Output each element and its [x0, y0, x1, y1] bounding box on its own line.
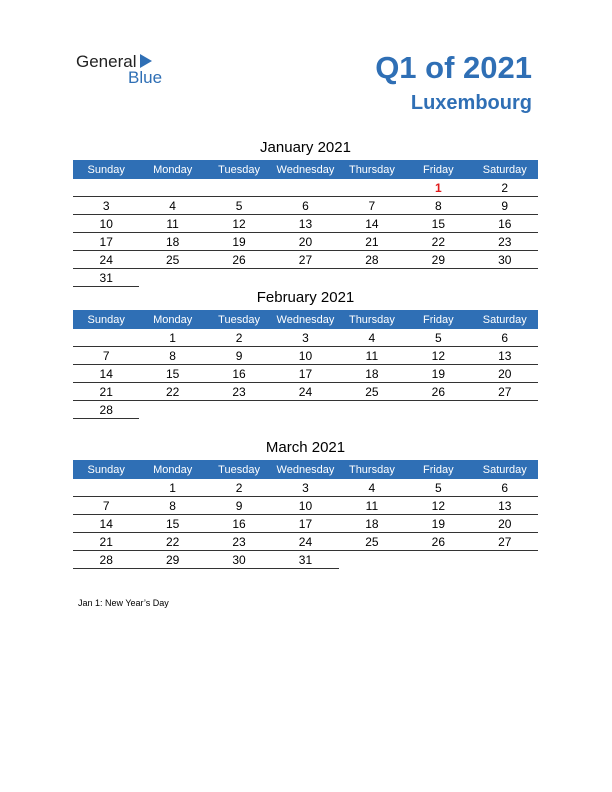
day-cell: 14 [73, 515, 139, 533]
day-cell: 15 [139, 365, 205, 383]
day-cell: 11 [339, 497, 405, 515]
day-cell: 22 [139, 533, 205, 551]
logo-flag-icon [140, 54, 152, 68]
day-cell: 28 [73, 401, 139, 419]
weekday-header: Monday [139, 460, 205, 479]
generalblue-logo [76, 52, 176, 92]
day-cell: 21 [73, 383, 139, 401]
day-cell [405, 269, 471, 287]
month-january [73, 138, 538, 287]
day-cell: 29 [139, 551, 205, 569]
day-cell: 19 [405, 365, 471, 383]
day-cell: 29 [405, 251, 471, 269]
weekday-header: Sunday [73, 460, 139, 479]
month-calendar-table [73, 160, 538, 287]
day-cell: 13 [472, 347, 538, 365]
day-cell: 25 [339, 533, 405, 551]
day-cell: 12 [206, 215, 272, 233]
day-cell: 10 [272, 497, 338, 515]
day-cell: 1 [405, 179, 471, 197]
weekday-header: Friday [405, 160, 471, 179]
day-cell: 15 [405, 215, 471, 233]
day-cell: 14 [339, 215, 405, 233]
day-cell: 19 [405, 515, 471, 533]
day-cell: 25 [339, 383, 405, 401]
day-cell: 1 [139, 479, 205, 497]
day-cell: 6 [472, 329, 538, 347]
day-cell: 16 [472, 215, 538, 233]
weekday-header: Sunday [73, 160, 139, 179]
day-cell: 10 [272, 347, 338, 365]
day-cell [139, 179, 205, 197]
day-cell [272, 179, 338, 197]
day-cell: 3 [73, 197, 139, 215]
day-cell [405, 401, 471, 419]
day-cell [139, 401, 205, 419]
weekday-header: Friday [405, 310, 471, 329]
day-cell: 24 [272, 533, 338, 551]
day-cell: 8 [139, 497, 205, 515]
day-cell [339, 269, 405, 287]
month-february [73, 288, 538, 419]
day-cell [73, 479, 139, 497]
weekday-header: Tuesday [206, 160, 272, 179]
day-cell: 13 [272, 215, 338, 233]
day-cell [272, 401, 338, 419]
month-calendar-table [73, 310, 538, 419]
day-cell [73, 329, 139, 347]
weekday-header: Monday [139, 310, 205, 329]
week-row [73, 533, 538, 551]
day-cell: 4 [339, 329, 405, 347]
day-cell [405, 551, 471, 569]
weekday-header-row [73, 460, 538, 479]
day-cell: 20 [472, 365, 538, 383]
day-cell [206, 269, 272, 287]
day-cell: 9 [206, 497, 272, 515]
day-cell: 3 [272, 329, 338, 347]
day-cell: 17 [272, 365, 338, 383]
holiday-list [78, 598, 169, 608]
week-row [73, 365, 538, 383]
day-cell: 28 [73, 551, 139, 569]
day-cell: 1 [139, 329, 205, 347]
day-cell: 23 [206, 383, 272, 401]
weekday-header: Saturday [472, 310, 538, 329]
day-cell: 18 [139, 233, 205, 251]
weekday-header: Wednesday [272, 310, 338, 329]
holiday-entry: Jan 1: New Year’s Day [78, 598, 169, 608]
day-cell: 31 [272, 551, 338, 569]
day-cell: 13 [472, 497, 538, 515]
day-cell [73, 179, 139, 197]
week-row [73, 269, 538, 287]
day-cell [472, 269, 538, 287]
weekday-header: Tuesday [206, 310, 272, 329]
day-cell: 12 [405, 497, 471, 515]
logo-text-general: General [76, 52, 137, 71]
day-cell: 21 [339, 233, 405, 251]
quarter-title: Q1 of 2021 [375, 50, 532, 85]
week-row [73, 179, 538, 197]
week-row [73, 515, 538, 533]
weekday-header: Friday [405, 460, 471, 479]
day-cell: 12 [405, 347, 471, 365]
day-cell: 15 [139, 515, 205, 533]
day-cell: 10 [73, 215, 139, 233]
day-cell [472, 401, 538, 419]
day-cell [472, 551, 538, 569]
day-cell: 14 [73, 365, 139, 383]
weekday-header: Thursday [339, 310, 405, 329]
day-cell: 24 [272, 383, 338, 401]
day-cell: 4 [339, 479, 405, 497]
day-cell: 31 [73, 269, 139, 287]
day-cell: 3 [272, 479, 338, 497]
day-cell: 30 [472, 251, 538, 269]
weekday-header: Saturday [472, 460, 538, 479]
week-row [73, 383, 538, 401]
week-row [73, 401, 538, 419]
weekday-header: Monday [139, 160, 205, 179]
day-cell: 23 [472, 233, 538, 251]
month-title: January 2021 [260, 139, 351, 156]
day-cell: 25 [139, 251, 205, 269]
country-name: Luxembourg [410, 92, 532, 114]
weekday-header: Wednesday [272, 460, 338, 479]
day-cell [206, 179, 272, 197]
day-cell: 8 [139, 347, 205, 365]
day-cell: 22 [139, 383, 205, 401]
day-cell [339, 179, 405, 197]
day-cell: 20 [472, 515, 538, 533]
day-cell: 7 [339, 197, 405, 215]
month-march [73, 438, 538, 569]
day-cell: 26 [405, 383, 471, 401]
day-cell: 22 [405, 233, 471, 251]
day-cell: 5 [206, 197, 272, 215]
weekday-header: Tuesday [206, 460, 272, 479]
day-cell: 27 [272, 251, 338, 269]
day-cell [139, 269, 205, 287]
day-cell: 5 [405, 329, 471, 347]
day-cell: 4 [139, 197, 205, 215]
day-cell: 23 [206, 533, 272, 551]
week-row [73, 347, 538, 365]
weekday-header: Thursday [339, 160, 405, 179]
weekday-header-row [73, 310, 538, 329]
day-cell: 16 [206, 515, 272, 533]
day-cell [206, 401, 272, 419]
week-row [73, 497, 538, 515]
day-cell [272, 269, 338, 287]
day-cell [339, 551, 405, 569]
day-cell: 27 [472, 533, 538, 551]
week-row [73, 479, 538, 497]
week-row [73, 251, 538, 269]
day-cell: 18 [339, 365, 405, 383]
day-cell: 26 [206, 251, 272, 269]
weekday-header: Thursday [339, 460, 405, 479]
day-cell: 9 [206, 347, 272, 365]
day-cell: 24 [73, 251, 139, 269]
day-cell: 28 [339, 251, 405, 269]
month-title: March 2021 [265, 439, 346, 456]
day-cell: 2 [472, 179, 538, 197]
day-cell: 8 [405, 197, 471, 215]
weekday-header: Saturday [472, 160, 538, 179]
weekday-header-row [73, 160, 538, 179]
weekday-header: Wednesday [272, 160, 338, 179]
day-cell: 20 [272, 233, 338, 251]
day-cell: 19 [206, 233, 272, 251]
week-row [73, 215, 538, 233]
day-cell: 30 [206, 551, 272, 569]
logo-text-blue: Blue [128, 68, 163, 87]
day-cell: 2 [206, 329, 272, 347]
week-row [73, 197, 538, 215]
day-cell: 7 [73, 497, 139, 515]
day-cell: 5 [405, 479, 471, 497]
day-cell: 17 [73, 233, 139, 251]
day-cell: 7 [73, 347, 139, 365]
week-row [73, 551, 538, 569]
day-cell [339, 401, 405, 419]
day-cell: 2 [206, 479, 272, 497]
weekday-header: Sunday [73, 310, 139, 329]
day-cell: 9 [472, 197, 538, 215]
day-cell: 11 [339, 347, 405, 365]
week-row [73, 233, 538, 251]
day-cell: 6 [472, 479, 538, 497]
day-cell: 21 [73, 533, 139, 551]
day-cell: 16 [206, 365, 272, 383]
month-calendar-table [73, 460, 538, 569]
day-cell: 18 [339, 515, 405, 533]
week-row [73, 329, 538, 347]
month-title: February 2021 [256, 289, 355, 306]
day-cell: 26 [405, 533, 471, 551]
day-cell: 11 [139, 215, 205, 233]
day-cell: 27 [472, 383, 538, 401]
day-cell: 6 [272, 197, 338, 215]
day-cell: 17 [272, 515, 338, 533]
